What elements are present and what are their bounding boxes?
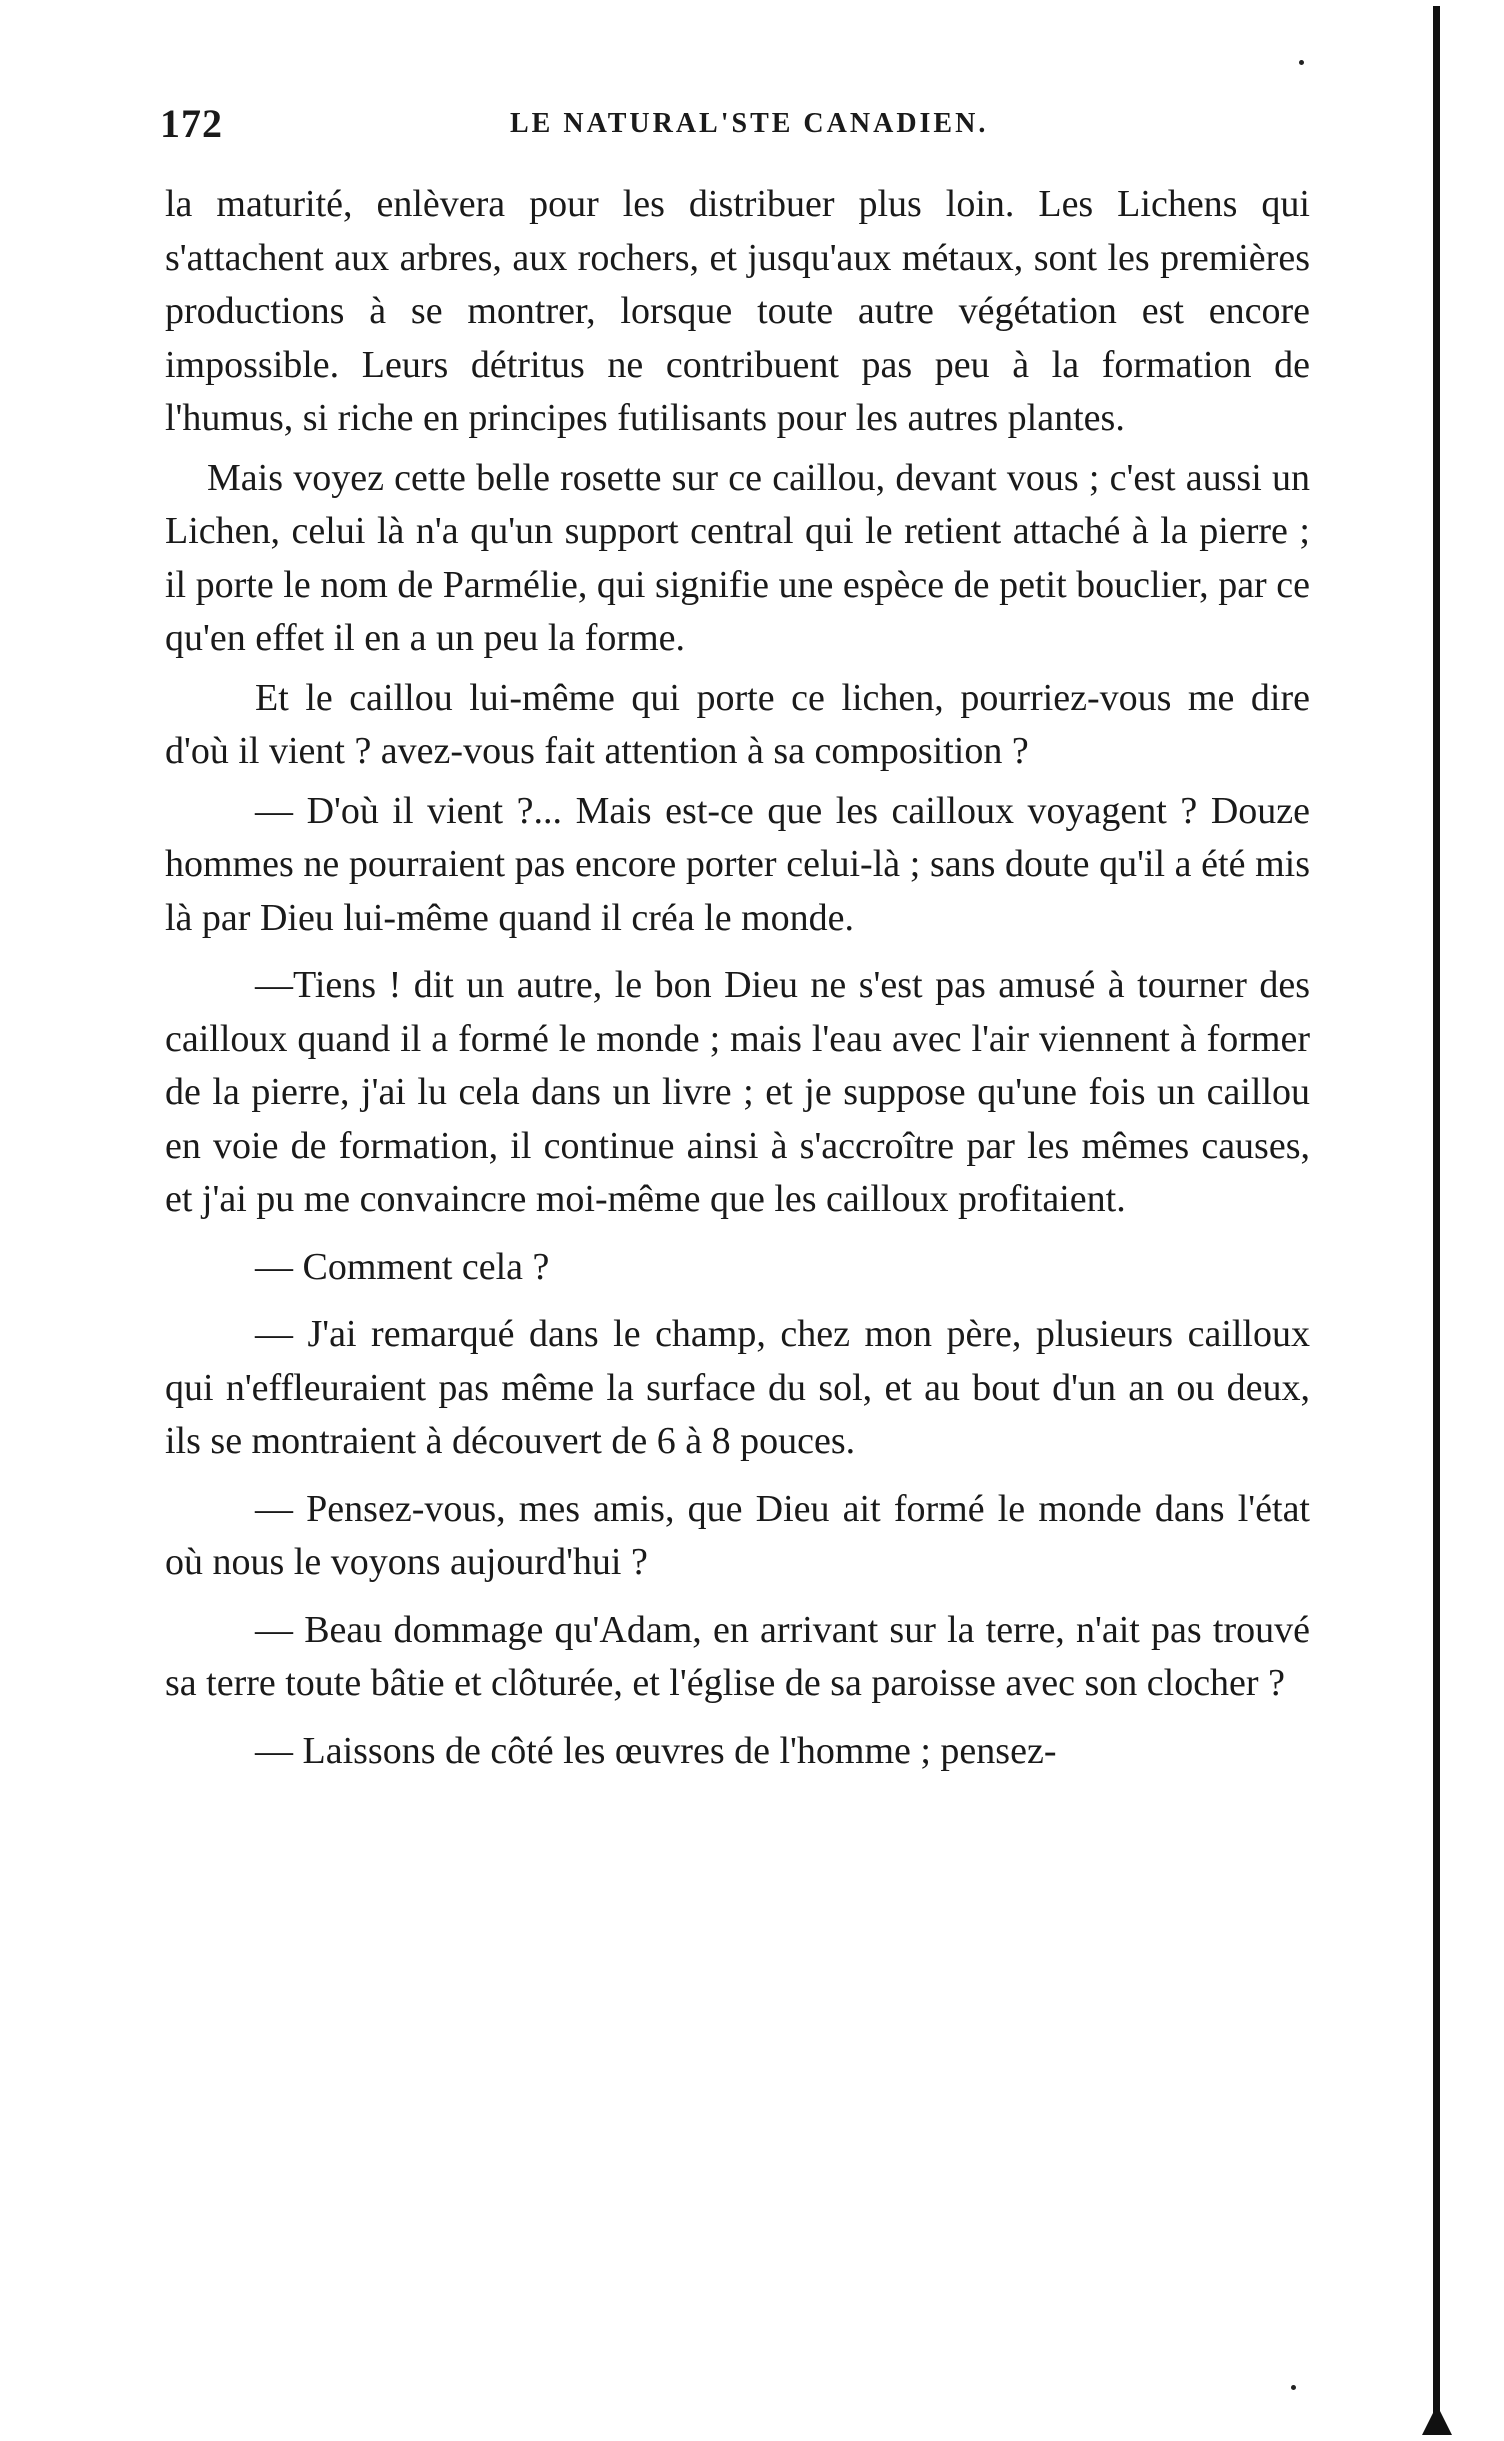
dialogue-line: — Pensez-vous, mes amis, que Dieu ait formé le monde dans l'état où nous le voyons aujourd'hui ? <box>165 1487 1310 1583</box>
dialogue-line: — D'où il vient ?... Mais est-ce que les cailloux voyagent ? Douze hommes ne pourraient pas encore porter celui-là ; sans doute qu'il a été mis là par Dieu lui-même quand il créa le monde. <box>165 789 1310 939</box>
dialogue-line: — Laissons de côté les œuvres de l'homme ; pensez- <box>255 1729 1057 1772</box>
ink-speck <box>1291 2385 1296 2390</box>
paragraph: Et le caillou lui-même qui porte ce lichen, pourriez-vous me dire d'où il vient ? avez-vous fait attention à sa composition ? <box>165 676 1310 772</box>
page-header <box>160 100 1320 160</box>
page-edge-rule <box>1433 6 1440 2435</box>
body-text <box>165 178 1310 1778</box>
paragraph: la maturité, enlèvera pour les distribuer plus loin. Les Lichens qui s'attachent aux arbres, aux rochers, et jusqu'aux métaux, sont les premières productions à se montrer, lorsque toute autre végétation est encore impossible. Leurs détritus ne contribuent pas peu à la formation de l'humus, si riche en principes futilisants pour les autres plantes. <box>165 183 1310 439</box>
running-title: LE NATURAL'STE CANADIEN. <box>510 108 989 139</box>
dialogue-line: —Tiens ! dit un autre, le bon Dieu ne s'est pas amusé à tourner des cailloux quand il a formé le monde ; mais l'eau avec l'air viennent à former de la pierre, j'ai lu cela dans un livre ; et je suppose qu'une fois un caillou en voie de formation, il continue ainsi à s'accroître par les mêmes causes, et j'ai pu me convaincre moi-même que les cailloux profitaient. <box>165 964 1310 1220</box>
dialogue-line: — J'ai remarqué dans le champ, chez mon père, plusieurs cailloux qui n'effleuraient pas même la surface du sol, et au bout d'un an ou deux, ils se montraient à découvert de 6 à 8 pouces. <box>165 1313 1310 1462</box>
dialogue-line: — Comment cela ? <box>255 1245 550 1288</box>
dialogue-line: — Beau dommage qu'Adam, en arrivant sur la terre, n'ait pas trouvé sa terre toute bâtie et clôturée, et l'église de sa paroisse avec son clocher ? <box>165 1608 1310 1704</box>
paragraph: Mais voyez cette belle rosette sur ce caillou, devant vous ; c'est aussi un Lichen, celui là n'a qu'un support central qui le retient attaché à la pierre ; il porte le nom de Parmélie, qui signifie une espèce de petit bouclier, par ce qu'en effet il en a un peu la forme. <box>165 456 1310 659</box>
page-edge-rule-foot <box>1422 2405 1452 2435</box>
page-number: 172 <box>160 101 223 146</box>
ink-speck <box>1299 60 1304 65</box>
